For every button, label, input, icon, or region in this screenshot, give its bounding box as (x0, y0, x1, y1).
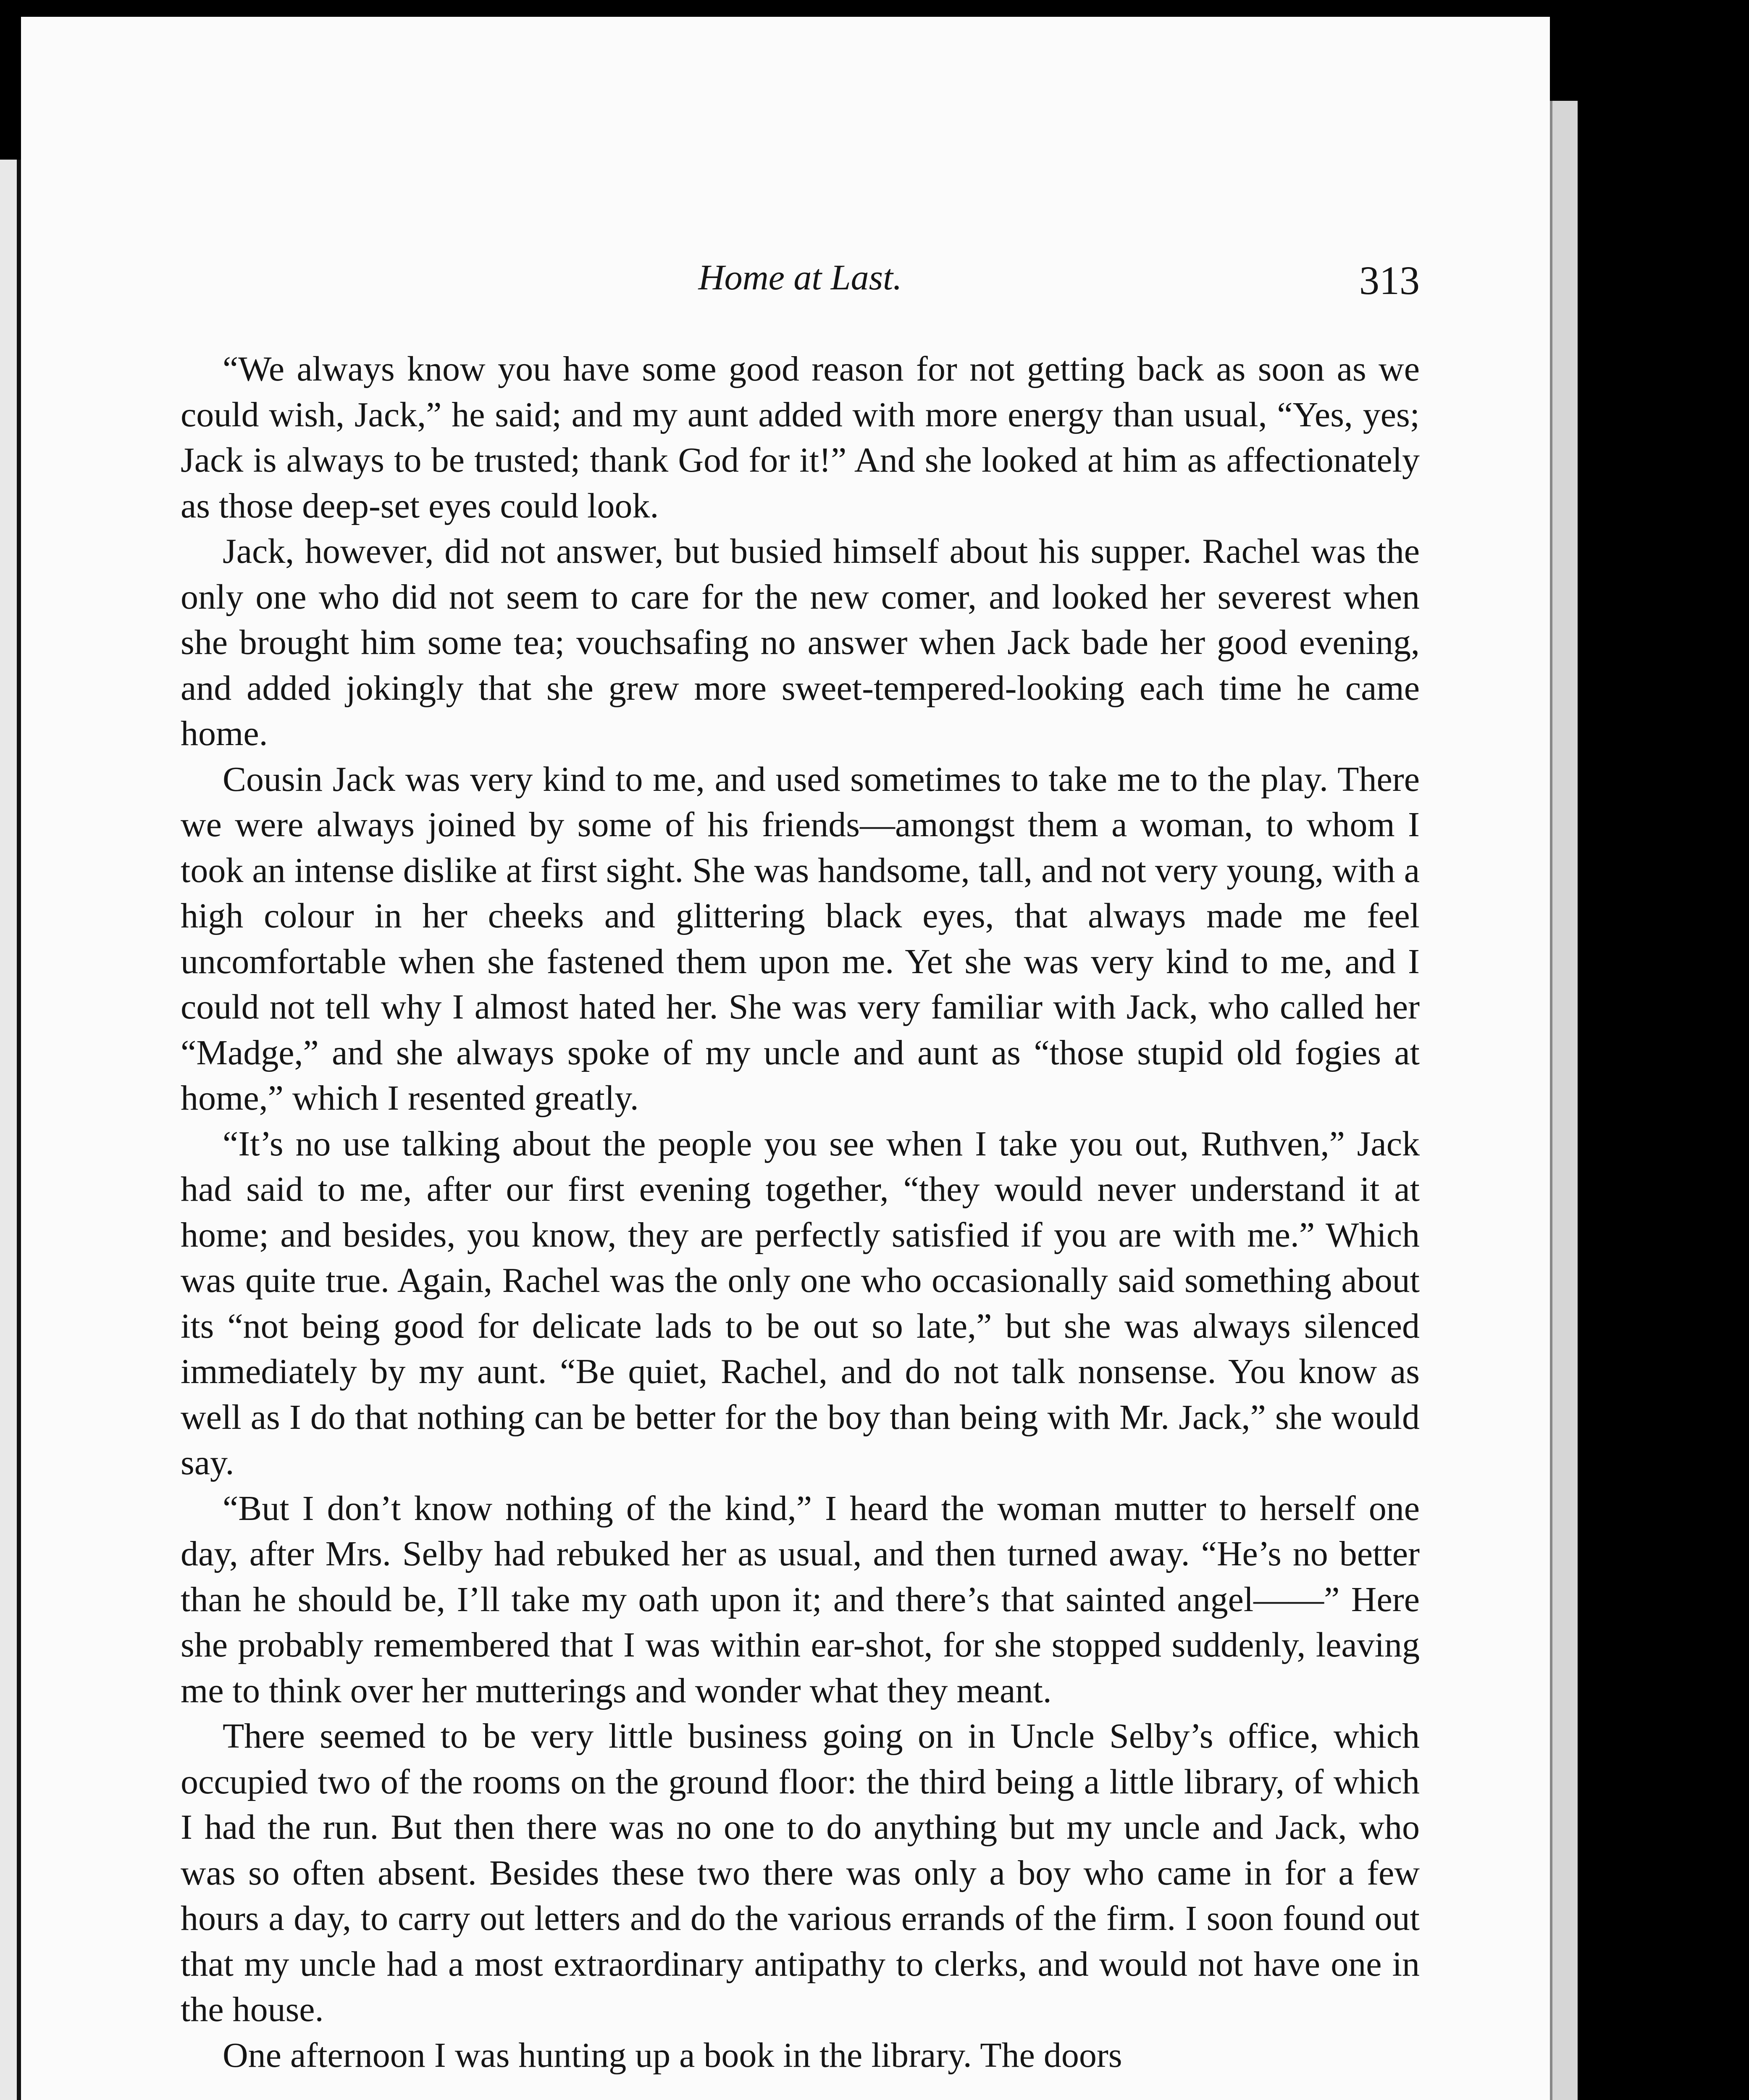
paragraph: “It’s no use talking about the people you see when I take you out, Ruthven,” Jack had said to me, after our first evening together, “they would never understand it at home; and besides, you know, they are perfectly satisfied if you are with me.” Which was quite true. Again, Rachel was the only one who occasionally said something about its “not being good for delicate lads to be out so late,” but she was always silenced immediately by my aunt. “Be quiet, Rachel, and do not talk nonsense. You know as well as I do that nothing can be better for the boy than being with Mr. Jack,” she would say. (181, 1124, 1420, 1482)
page-header (181, 252, 1420, 302)
paragraph: “But I don’t know nothing of the kind,” I heard the woman mutter to herself one day, after Mrs. Selby had rebuked her as usual, and then turned away. “He’s no better than he should be, I’ll take my oath upon it; and there’s that sainted angel——” Here she probably remembered that I was within ear-shot, for she stopped suddenly, leaving me to think over her mutterings and wonder what they meant. (181, 1488, 1420, 1710)
page-number: 313 (1359, 258, 1420, 303)
running-title: Home at Last. (698, 257, 902, 297)
adjacent-page-edge (0, 160, 21, 2100)
body-text (181, 346, 1420, 2078)
paragraph: Cousin Jack was very kind to me, and used sometimes to take me to the play. There we were always joined by some of his friends—amongst them a woman, to whom I took an intense dislike at first sight. She was handsome, tall, and not very young, with a high colour in her cheeks and glittering black eyes, that always made me feel uncomfortable when she fastened them upon me. Yet she was very kind to me, and I could not tell why I almost hated her. She was very familiar with Jack, who called her “Madge,” and she always spoke of my uncle and aunt as “those stupid old fogies at home,” which I resented greatly. (181, 759, 1420, 1118)
paragraph: “We always know you have some good reason for not getting back as soon as we could wish, Jack,” he said; and my aunt added with more energy than usual, “Yes, yes; Jack is always to be trusted; thank God for it!” And she looked at him as affectionately as those deep-set eyes could look. (181, 349, 1420, 525)
paragraph: Jack, however, did not answer, but busied himself about his supper. Rachel was the only one who did not seem to care for the new comer, and looked her severest when she brought him some tea; vouchsafing no answer when Jack bade her good evening, and added jokingly that she grew more sweet-tempered-looking each time he came home. (181, 532, 1420, 753)
page-stack-edge (1550, 101, 1578, 2100)
paragraph: There seemed to be very little business going on in Uncle Selby’s office, which occupied two of the rooms on the ground floor: the third being a little library, of which I had the run. But then there was no one to do anything but my uncle and Jack, who was so often absent. Besides these two there was only a boy who came in for a few hours a day, to carry out letters and do the various errands of the firm. I soon found out that my uncle had a most extraordinary antipathy to clerks, and would not have one in the house. (181, 1717, 1420, 2029)
paragraph: One afternoon I was hunting up a book in the library. The doors (223, 2035, 1122, 2075)
